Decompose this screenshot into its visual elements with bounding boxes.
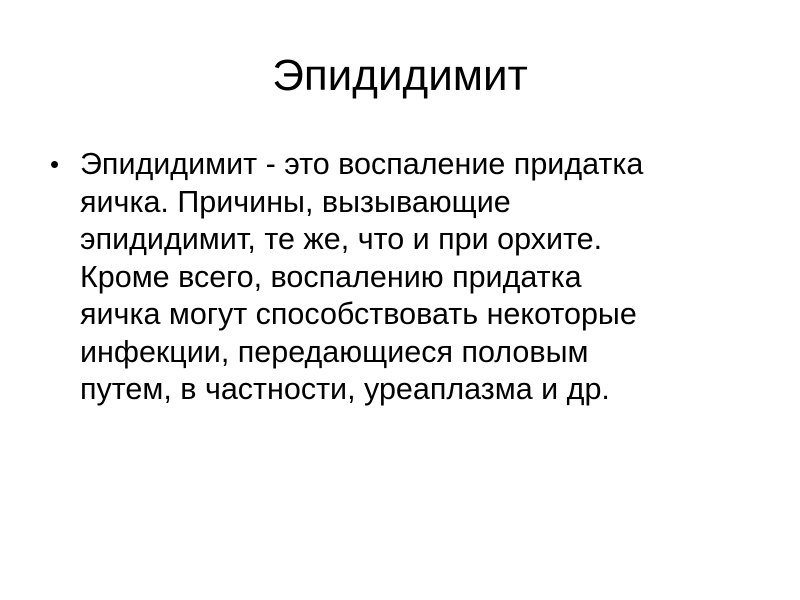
bullet-text-line: яичка могут способствовать некоторые — [80, 297, 637, 331]
bullet-marker: • — [50, 149, 60, 179]
bullet-item — [48, 146, 748, 409]
bullet-list — [48, 146, 748, 409]
bullet-text-line: Кроме всего, воспалению придатка — [80, 259, 582, 294]
bullet-text-line: инфекции, передающиеся половым — [80, 334, 589, 369]
bullet-text-line: яичка. Причины, вызывающие — [80, 184, 511, 219]
bullet-text-line: Эпидидимит - это воспаление придатка — [80, 147, 644, 181]
slide-title: Эпидидимит — [272, 51, 528, 100]
bullet-text-line: эпидидимит, те же, что и при орхите. — [80, 222, 603, 256]
bullet-text-line: путем, в частности, уреаплазма и др. — [80, 372, 610, 406]
